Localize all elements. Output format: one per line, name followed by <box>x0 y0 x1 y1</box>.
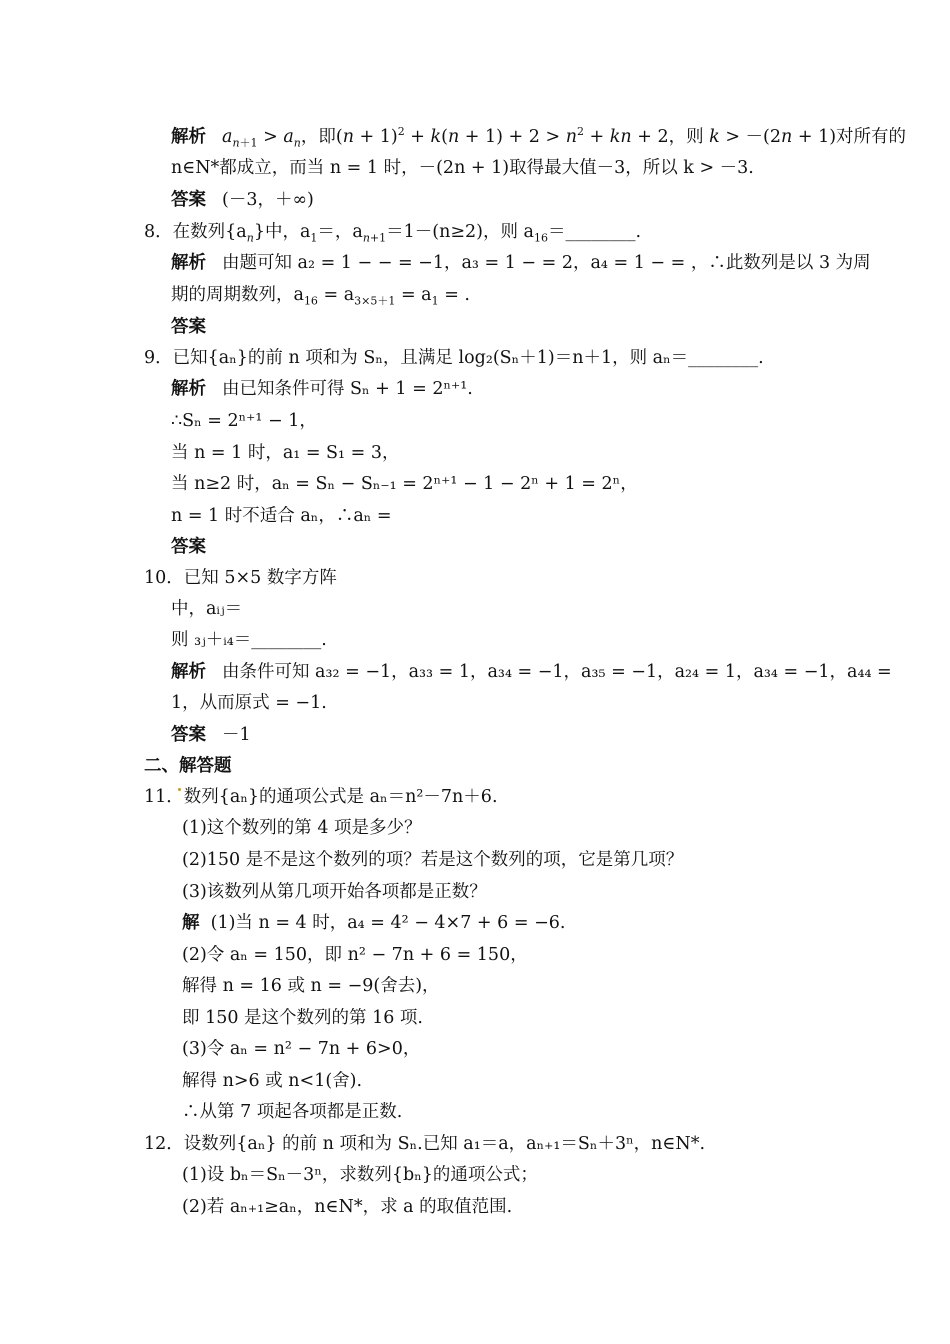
q9-answer-label: 答案 <box>171 537 206 557</box>
q8-stem-d: ＝1－(n≥2)，则 a <box>386 222 534 242</box>
q12-part-1: (1)设 bₙ＝Sₙ－3ⁿ，求数列{bₙ}的通项公式； <box>182 1165 538 1185</box>
q12-stem-text: 设数列{aₙ} 的前 n 项和为 Sₙ.已知 a₁＝a，aₙ₊₁＝Sₙ＋3ⁿ，n∈N*. <box>183 1134 706 1154</box>
q10-answer-line <box>171 722 251 748</box>
q8-sol2a: 期的周期数列，a <box>171 285 304 305</box>
q11-solution-line-1 <box>182 910 565 936</box>
q9-sol1: 由已知条件可得 Sₙ + 1 = 2ⁿ⁺¹. <box>222 379 473 399</box>
q11-solution-line-6: 解得 n>6 或 n<1(舍). <box>182 1071 363 1091</box>
q12-number: 12． <box>144 1134 184 1154</box>
q7-solution-label: 解析 <box>171 127 206 147</box>
q8-answer-label: 答案 <box>171 317 206 337</box>
q7-solution-line-2: n∈N*都成立，而当 n = 1 时，－(2n + 1)取得最大值－3，所以 k > －3. <box>171 158 754 178</box>
q7-answer: (－3，＋∞) <box>222 190 314 210</box>
q11-solution-line-2: (2)令 aₙ = 150，即 n² − 7n + 6 = 150， <box>182 945 528 965</box>
q9-solution-line-2: ∴Sₙ = 2ⁿ⁺¹ − 1， <box>171 411 317 431</box>
q7-answer-line <box>171 187 314 213</box>
q10-line-3: 则 ₃ⱼ＋ᵢ₄＝________. <box>171 630 327 650</box>
q8-sol1: 由题可知 a₂ = 1 − − = −1，a₃ = 1 − = 2，a₄ = 1 − = ，∴此数列是以 3 为周 <box>222 253 871 273</box>
q9-solution-line-4: 当 n≥2 时，aₙ = Sₙ − Sₙ₋₁ = 2ⁿ⁺¹ − 1 − 2ⁿ + 1 = 2ⁿ， <box>171 474 638 494</box>
q7-solution-line-1: 解析 $a_{n+1} > a_n$，即$(n + 1)^2 + k(n + 1) + 2 > n^2$ + kn + 2，则 k > －(2n + 1)对所有的 <box>171 125 907 150</box>
q9-solution-line-3: 当 n = 1 时，a₁ = S₁ = 3， <box>171 443 400 463</box>
q8-stem-a: 在数列{a <box>172 222 247 242</box>
q8-solution-line-1 <box>171 250 871 276</box>
q9-solution-line-1 <box>171 376 473 402</box>
q8-sol2d: = . <box>438 285 470 305</box>
q11-solution-line-7: ∴从第 7 项起各项都是正数. <box>182 1102 403 1122</box>
q9-solution-label: 解析 <box>171 379 206 399</box>
q8-solution-label: 解析 <box>171 253 206 273</box>
q8-stem: 8．在数列$\{a_n\}$中，$a_1=$，$a_{n+1}=1-(n\ge 2)$，则 $a_{16}=\_\_\_\_\_\_\_\_$. <box>144 222 642 245</box>
q8-sol2b: = a <box>317 285 355 305</box>
section-heading: 二、解答题 <box>144 756 232 776</box>
q11-solution-line-5: (3)令 aₙ = n² − 7n + 6>0， <box>182 1039 421 1059</box>
q7-answer-label: 答案 <box>171 190 206 210</box>
q12-part-2: (2)若 aₙ₊₁≥aₙ，n∈N*，求 a 的取值范围. <box>182 1197 513 1217</box>
q11-solution-label: 解 <box>182 913 200 933</box>
q10-number: 10． <box>144 568 184 588</box>
q11-part-3: (3)该数列从第几项开始各项都是正数？ <box>182 882 487 902</box>
q11-part-2: (2)150 是不是这个数列的项？若是这个数列的项，它是第几项？ <box>182 850 684 870</box>
q10-sol1: 由条件可知 a₃₂ = −1，a₃₃ = 1，a₃₄ = −1，a₃₅ = −1，a₂₄ = 1，a₃₄ = −1，a₄₄ = <box>222 662 892 682</box>
q10-answer-label: 答案 <box>171 725 206 745</box>
q10-answer: －1 <box>222 725 251 745</box>
q11-stem <box>144 784 498 810</box>
q10-stem-text: 已知 5×5 数字方阵 <box>183 568 337 588</box>
q8-sol2c: = a <box>395 285 432 305</box>
q9-solution-line-5: n = 1 时不适合 aₙ，∴aₙ = <box>171 506 392 526</box>
q11-stem-text: 数列{aₙ}的通项公式是 aₙ＝n²－7n＋6. <box>183 787 498 807</box>
q10-stem <box>144 565 337 591</box>
q8-stem-e: ＝________. <box>548 222 642 242</box>
q10-solution-label: 解析 <box>171 662 206 682</box>
q10-solution-line-2: 1，从而原式 = −1. <box>171 693 327 713</box>
q12-stem <box>144 1131 705 1157</box>
q8-solution-line-2: 期的周期数列，$a_{16} = a_{3\times 5+1} = a_1$ = . <box>171 285 470 308</box>
q11-s1: (1)当 n = 4 时，a₄ = 4² − 4×7 + 6 = −6. <box>210 913 566 933</box>
q7-l1-tail: 对所有的 <box>836 127 907 147</box>
q9-stem-text: 已知{aₙ}的前 n 项和为 Sₙ，且满足 log₂(Sₙ＋1)＝n＋1，则 aₙ＝________. <box>172 348 764 368</box>
q9-stem <box>144 345 764 371</box>
q11-number: 11． <box>144 787 184 807</box>
q10-solution-line-1 <box>171 659 892 685</box>
q11-solution-line-4: 即 150 是这个数列的第 16 项. <box>182 1008 423 1028</box>
q11-solution-line-3: 解得 n = 16 或 n = −9(舍去)， <box>182 976 440 996</box>
q11-part-1: (1)这个数列的第 4 项是多少？ <box>182 818 422 838</box>
q8-stem-b: }中，a <box>253 222 311 242</box>
q8-stem-c: ＝，a <box>317 222 363 242</box>
q10-line-2: 中，aᵢⱼ＝ <box>171 599 243 619</box>
q8-number: 8． <box>144 222 173 242</box>
q9-number: 9． <box>144 348 173 368</box>
